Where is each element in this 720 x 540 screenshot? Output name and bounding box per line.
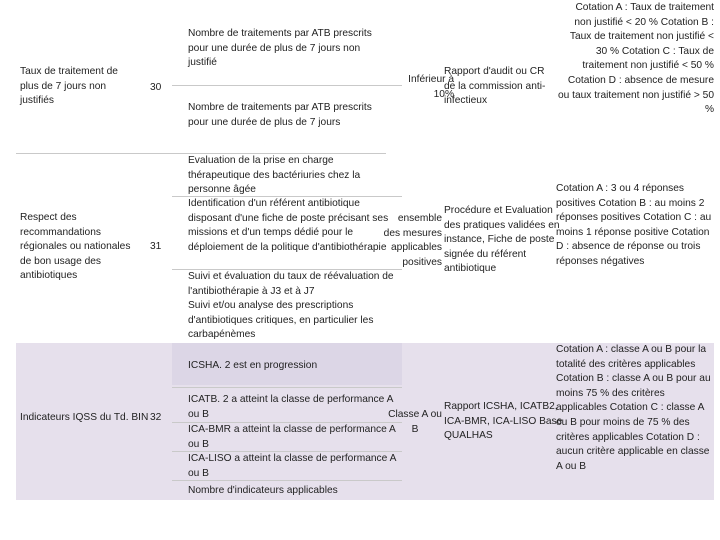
indicator-item: ICA-BMR a atteint la classe de performance A ou B <box>188 424 396 450</box>
indicator-item: Identification d'un référent antibiotique disposant d'une fiche de poste précisant ses missions et d'un temps dédié pour le déploiement de la politique d'antibiothérapie <box>188 198 389 253</box>
table-row <box>16 154 714 343</box>
table-row <box>16 343 714 500</box>
points-cell: 31 <box>150 241 162 252</box>
row-divider <box>172 196 402 197</box>
row-divider <box>172 269 402 270</box>
indicator-item: Evaluation de la prise en charge thérapeutique des bactériuries chez la personne âgée <box>188 155 361 196</box>
indicator-item: Suivi et/ou analyse des prescriptions d'antibiotiques critiques, en particulier les carbapénèmes <box>188 300 374 341</box>
target-cell: ensemble des mesures applicables positives <box>383 213 442 268</box>
scoring-cell: Cotation A : classe A ou B pour la totalité des critères applicables Cotation B : classe A ou B pour au moins 75 % des critères applicables Cotation C : classe A ou B pour moins de 75 % des critères applicables Cotation D : aucun critère applicable en classe A ou B <box>556 344 711 472</box>
indicator-item: ICSHA. 2 est en progression <box>188 360 318 371</box>
target-cell: Inférieur à 10% <box>408 74 454 100</box>
row-divider <box>172 387 402 388</box>
indicator-item: Nombre de traitements par ATB prescrits pour une durée de plus de 7 jours non justifié <box>188 28 372 69</box>
points-cell: 30 <box>150 82 162 93</box>
source-cell: Rapport d'audit ou CR de la commission anti-infectieux <box>444 66 546 107</box>
row-divider <box>172 480 402 481</box>
indicator-item: Nombre d'indicateurs applicables <box>188 485 338 496</box>
indicator-item: Nombre de traitements par ATB prescrits pour une durée de plus de 7 jours <box>188 102 372 128</box>
indicator-item: ICATB. 2 a atteint la classe de performance A ou B <box>188 394 393 420</box>
scoring-cell: Cotation A : Taux de traitement non justifié < 20 % Cotation B : Taux de traitement non justifié < 30 % Cotation C : Taux de traitement non justifié < 50 % Cotation D : absence de mesure ou taux traitement non justifié > 50 % <box>557 2 714 116</box>
row-divider <box>172 85 402 86</box>
table-row <box>16 3 714 154</box>
indicator-item: ICA-LISO a atteint la classe de performance A ou B <box>188 453 396 479</box>
source-cell: Rapport ICSHA, ICATB2, ICA-BMR, ICA-LISO Base QUALHAS <box>444 401 563 442</box>
indicator-item: Suivi et évaluation du taux de réévaluation de l'antibiothérapie à J3 et à J7 <box>188 271 394 297</box>
target-cell: Classe A ou B <box>388 409 442 435</box>
criterion-cell: Taux de traitement de plus de 7 jours non justifiés <box>20 66 118 107</box>
source-cell: Procédure et Evaluation des pratiques validées en instance, Fiche de poste signée du référent antibiotique <box>444 205 560 275</box>
points-cell: 32 <box>150 412 162 423</box>
scoring-cell: Cotation A : 3 ou 4 réponses positives Cotation B : au moins 2 réponses positives Cotation C : au moins 1 réponse positive Cotation D : absence de réponse ou trois réponses négatives <box>556 183 712 267</box>
criterion-cell: Indicateurs IQSS du Td. BIN <box>20 412 149 423</box>
criterion-cell: Respect des recommandations régionales ou nationales de bon usage des antibiotiques <box>20 212 131 282</box>
